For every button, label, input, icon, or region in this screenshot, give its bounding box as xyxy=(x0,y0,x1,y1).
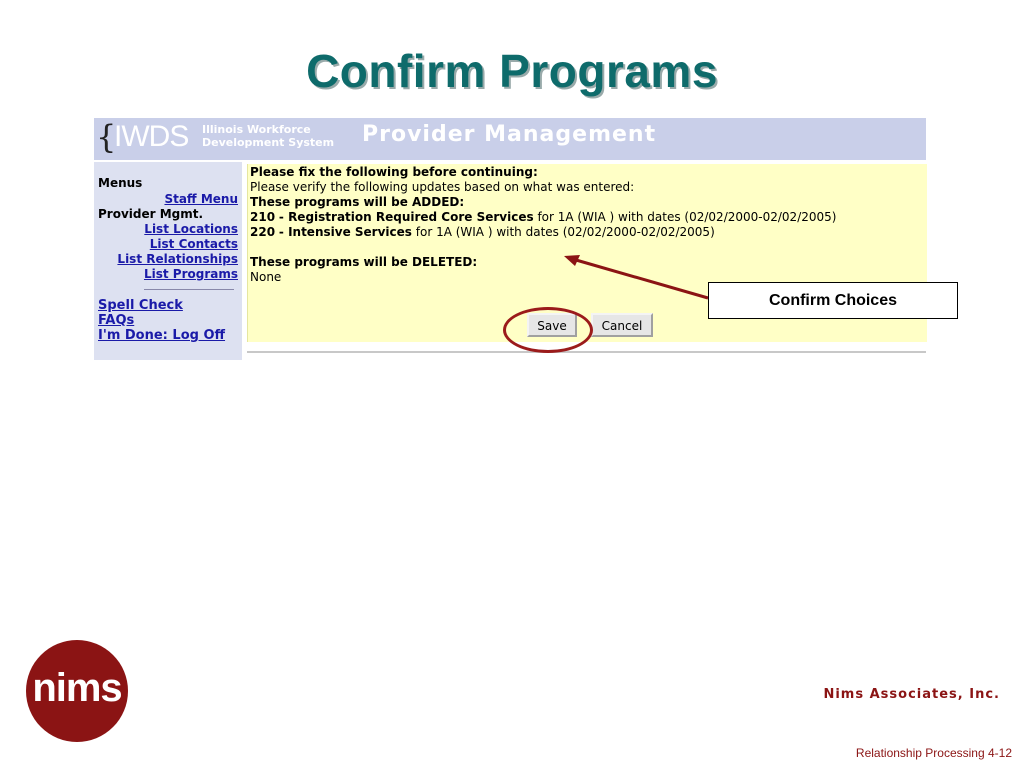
program-name: Registration Required Core Services xyxy=(288,210,534,224)
slide-footer: Relationship Processing 4-12 xyxy=(855,746,1012,760)
sidebar-item-list-relationships[interactable]: List Relationships xyxy=(117,252,238,266)
log-off-link[interactable]: I'm Done: Log Off xyxy=(98,328,226,343)
save-button[interactable]: Save xyxy=(527,313,577,337)
program-detail: for 1A (WIA ) with dates (02/02/2000-02/02/2005) xyxy=(415,225,715,239)
slide-title: Confirm Programs xyxy=(306,45,718,97)
sidebar-provider-mgmt-label: Provider Mgmt. xyxy=(98,207,204,221)
cancel-button[interactable]: Cancel xyxy=(591,313,653,337)
arrow-line xyxy=(576,260,708,298)
nims-logo-text: nims xyxy=(32,666,122,710)
iwds-logo: IWDS xyxy=(114,120,189,153)
program-code: 210 xyxy=(250,210,276,224)
sidebar-menus-label: Menus xyxy=(98,176,143,190)
logo-subtitle-line-2: Development System xyxy=(202,136,335,149)
added-program-row: 220 - Intensive Services for 1A (WIA ) with dates (02/02/2000-02/02/2005) xyxy=(250,225,715,239)
program-name: Intensive Services xyxy=(288,225,412,239)
nims-logo xyxy=(26,640,128,742)
added-program-row: 210 - Registration Required Core Services for 1A (WIA ) with dates (02/02/2000-02/02/2005) xyxy=(250,210,837,224)
program-code: 220 xyxy=(250,225,276,239)
app-title: Provider Management xyxy=(362,122,657,147)
illinois-logo-icon: { xyxy=(96,118,117,156)
sidebar-item-list-contacts[interactable]: List Contacts xyxy=(149,237,238,251)
sidebar-item-staff-menu[interactable]: Staff Menu xyxy=(164,192,238,206)
deleted-value: None xyxy=(250,270,282,284)
sidebar-item-list-locations[interactable]: List Locations xyxy=(144,222,238,236)
company-name: Nims Associates, Inc. xyxy=(823,687,1000,702)
spell-check-link[interactable]: Spell Check xyxy=(98,298,183,313)
added-heading: These programs will be ADDED: xyxy=(250,195,465,209)
verify-text: Please verify the following updates based on what was entered: xyxy=(250,180,635,194)
deleted-heading: These programs will be DELETED: xyxy=(250,255,478,269)
fix-heading: Please fix the following before continuing: xyxy=(250,165,538,179)
program-detail: for 1A (WIA ) with dates (02/02/2000-02/02/2005) xyxy=(537,210,837,224)
faqs-link[interactable]: FAQs xyxy=(98,313,135,328)
callout-box: Confirm Choices xyxy=(708,282,958,319)
sidebar-item-list-programs[interactable]: List Programs xyxy=(143,267,238,281)
logo-subtitle-line-1: Illinois Workforce xyxy=(202,123,311,136)
